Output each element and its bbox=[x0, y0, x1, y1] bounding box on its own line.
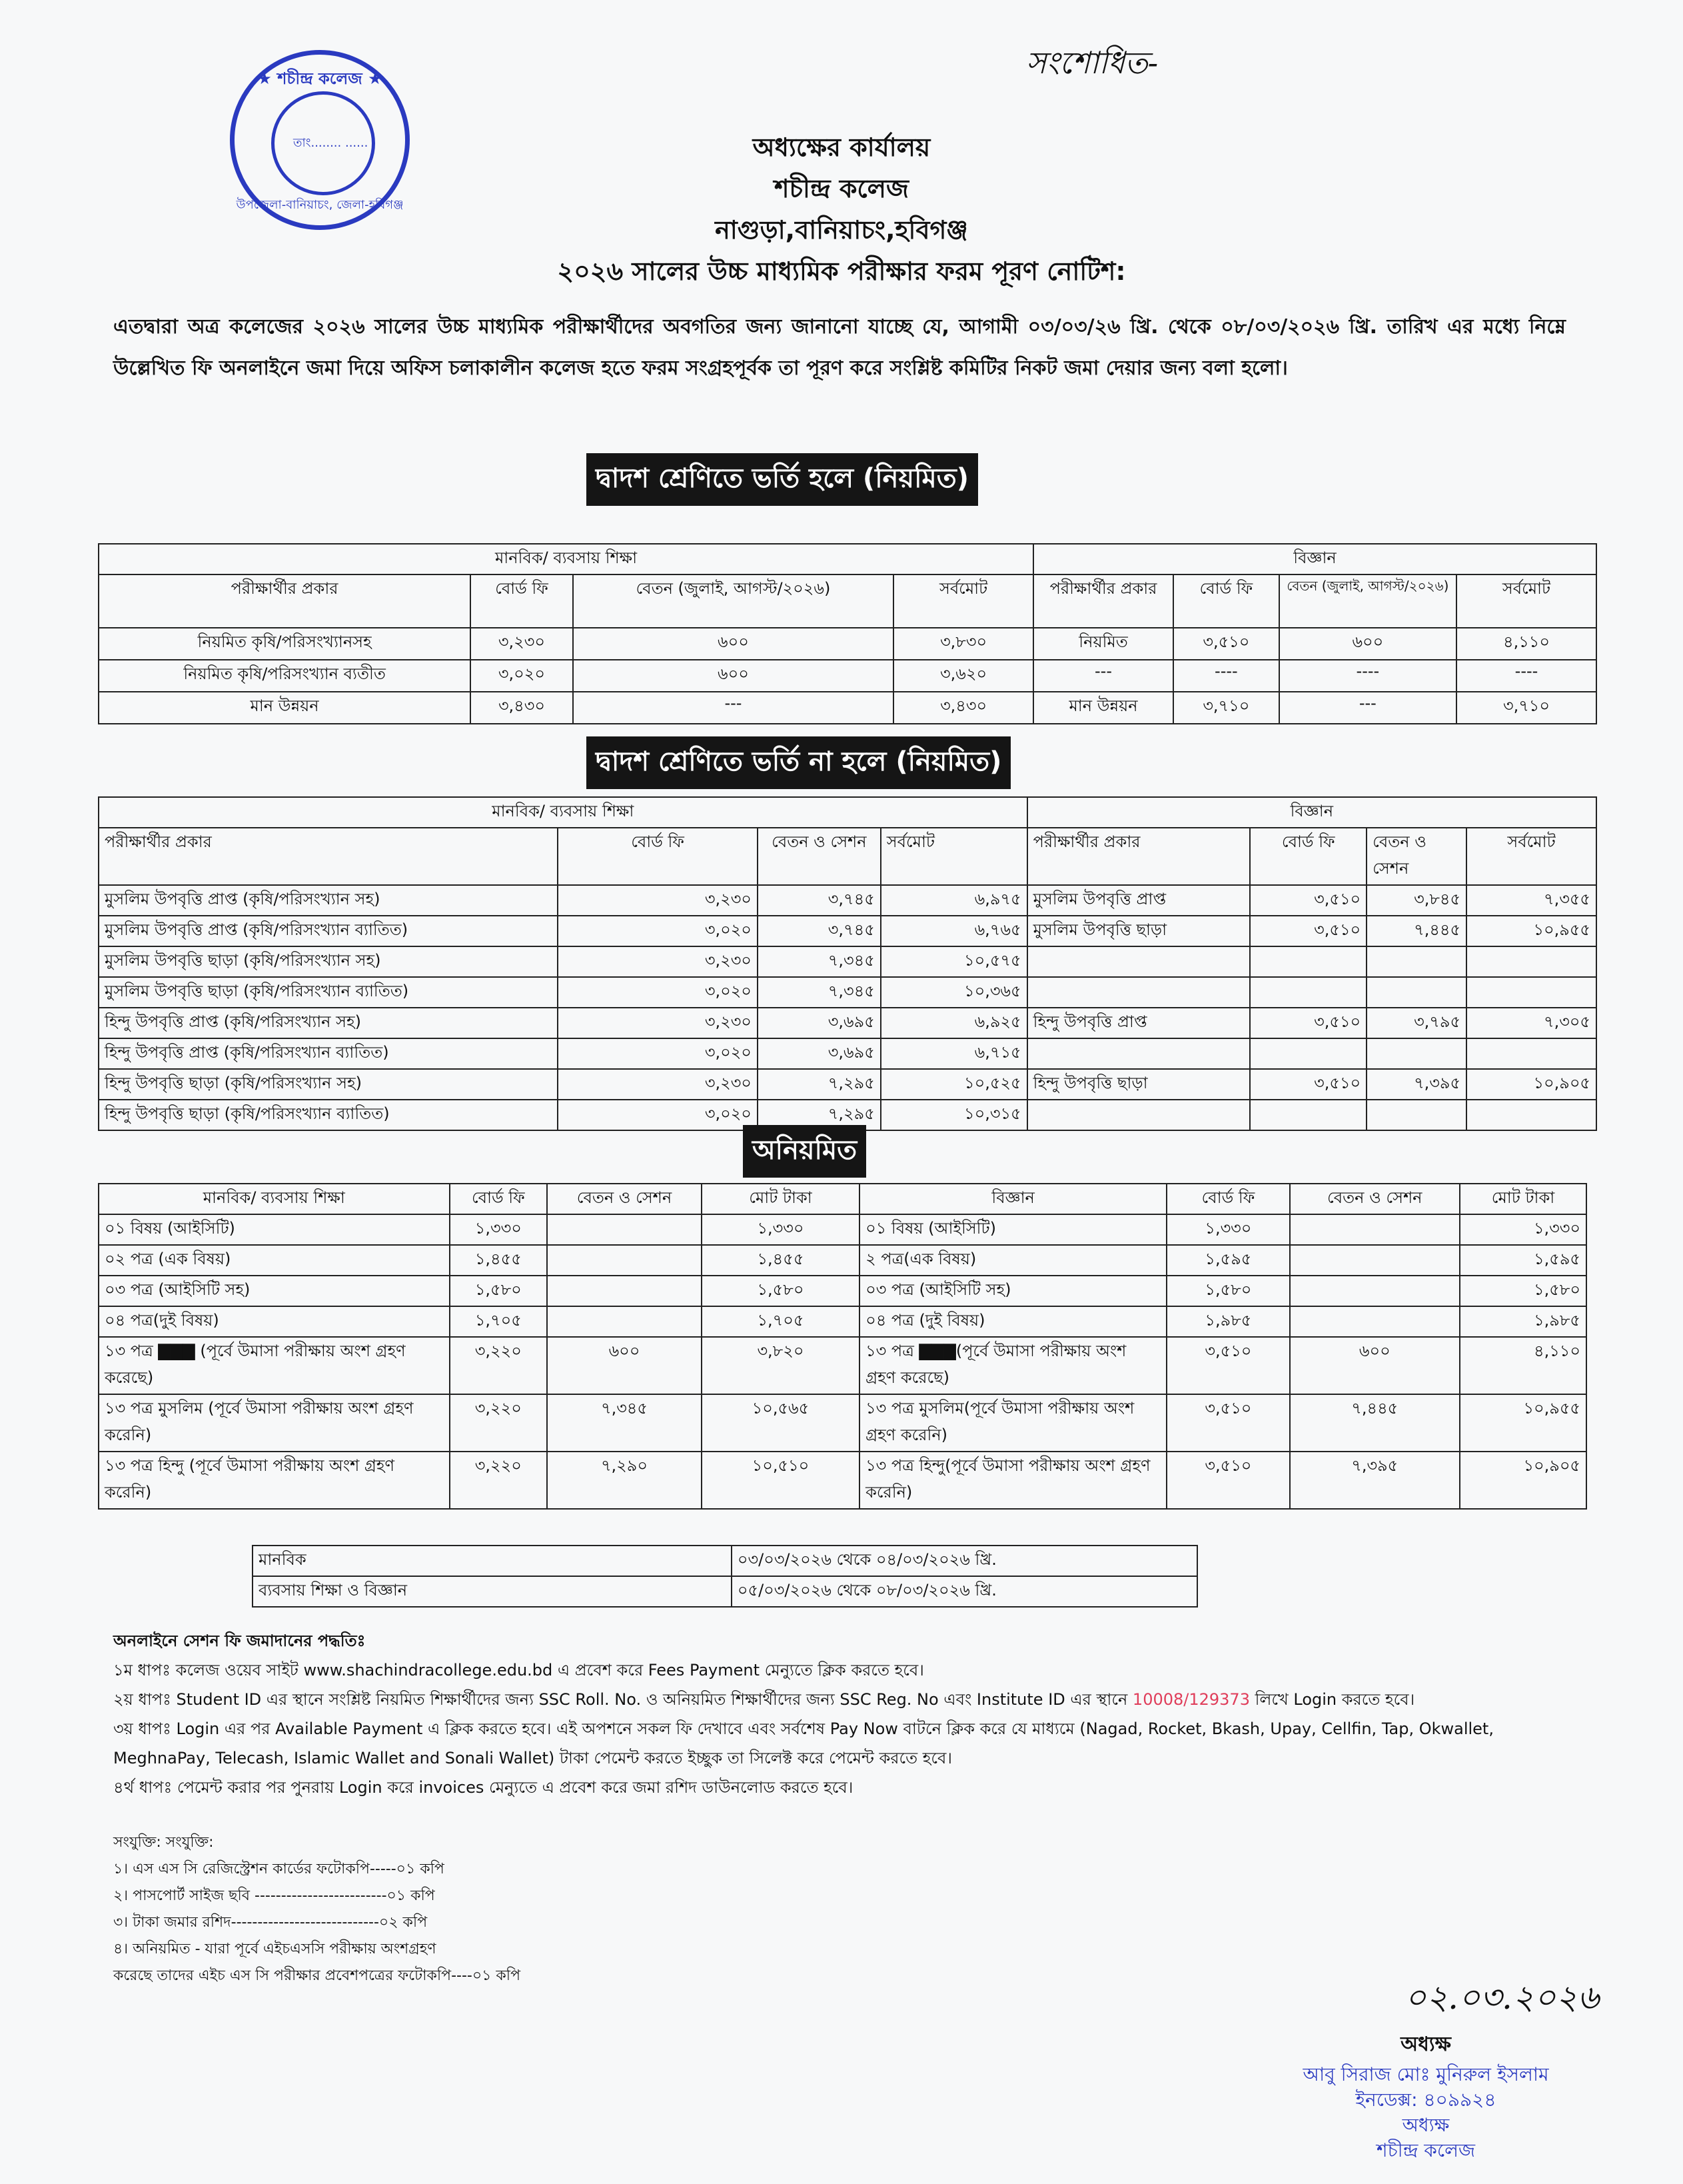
candidate-type-cell: ১৩ পত্র হিন্দু (পূর্বে উমাসা পরীক্ষায় অংশ গ্রহণ করেনি) bbox=[99, 1452, 450, 1509]
revised-handwritten-note: সংশোধিত- bbox=[1026, 45, 1159, 81]
fee-cell: ৩,৪৩০ bbox=[470, 692, 573, 724]
table-row bbox=[99, 1337, 1586, 1394]
fee-cell: ১,৪৫৫ bbox=[450, 1245, 548, 1276]
section3-title: অনিয়মিত bbox=[743, 1125, 866, 1178]
section1-title: দ্বাদশ শ্রেণিতে ভর্তি হলে (নিয়মিত) bbox=[586, 453, 978, 506]
fee-cell: ১,৯৮৫ bbox=[1167, 1306, 1289, 1337]
fee-cell: ৩,৬২০ bbox=[893, 660, 1033, 692]
fee-cell bbox=[547, 1306, 702, 1337]
fee-cell: --- bbox=[573, 692, 893, 724]
column-header: বোর্ড ফি bbox=[450, 1184, 548, 1214]
group-header-science: বিজ্ঞান bbox=[1027, 797, 1596, 828]
candidate-type-cell: মুসলিম উপবৃত্তি ছাড়া (কৃষি/পরিসংখ্যান সহ) bbox=[99, 946, 558, 977]
fee-cell bbox=[1367, 1038, 1466, 1069]
fee-cell: ৩,০২০ bbox=[558, 977, 758, 1008]
fee-cell: ৩,৬৯৫ bbox=[758, 1038, 881, 1069]
fee-cell: ৭,৩৫৫ bbox=[1466, 885, 1596, 916]
fee-cell bbox=[1466, 977, 1596, 1008]
candidate-type-cell: হিন্দু উপবৃত্তি ছাড়া (কৃষি/পরিসংখ্যান সহ) bbox=[99, 1069, 558, 1100]
table-row bbox=[99, 692, 1596, 724]
table-row bbox=[99, 1038, 1596, 1069]
fee-cell: ৭,২৯৫ bbox=[758, 1100, 881, 1130]
column-header: মানবিক/ ব্যবসায় শিক্ষা bbox=[99, 1184, 450, 1214]
fee-cell: ৭,৩৯৫ bbox=[1367, 1069, 1466, 1100]
fee-cell: ---- bbox=[1456, 660, 1596, 692]
fee-cell: ---- bbox=[1173, 660, 1279, 692]
column-header: বোর্ড ফি bbox=[558, 828, 758, 885]
stamp-ring-text: ★ শচীন্দ্র কলেজ ★ bbox=[257, 69, 382, 88]
signatory-name: আবু সিরাজ মোঃ মুনিরুল ইসলাম bbox=[1303, 2063, 1549, 2085]
step-2-tail: লিখে Login করতে হবে। bbox=[1249, 1690, 1415, 1709]
column-header: পরীক্ষার্থীর প্রকার bbox=[99, 574, 470, 628]
college-address: নাগুড়া,বানিয়াচং,হবিগঞ্জ bbox=[715, 215, 968, 245]
fee-cell: ১০,৫১০ bbox=[702, 1452, 859, 1509]
table-row bbox=[99, 1214, 1586, 1245]
steps-heading: অনলাইনে সেশন ফি জমাদানের পদ্ধতিঃ bbox=[113, 1632, 366, 1650]
schedule-row bbox=[253, 1576, 1197, 1607]
fee-cell: ১০,৯৫৫ bbox=[1466, 916, 1596, 946]
candidate-type-cell bbox=[1027, 1100, 1251, 1130]
fee-cell: ৩,০২০ bbox=[558, 1100, 758, 1130]
candidate-type-cell: ১৩ পত্র মুসলিম(পূর্বে উমাসা পরীক্ষায় অংশ গ্রহণ করেনি) bbox=[859, 1394, 1167, 1452]
candidate-type-cell: হিন্দু উপবৃত্তি প্রাপ্ত bbox=[1027, 1008, 1251, 1038]
fee-cell: ৩,২২০ bbox=[450, 1394, 548, 1452]
fee-cell: ৩,৫১০ bbox=[1167, 1394, 1289, 1452]
fee-cell bbox=[1250, 1038, 1367, 1069]
signatory-designation: অধ্যক্ষ bbox=[1402, 2114, 1450, 2136]
schedule-row bbox=[253, 1546, 1197, 1576]
table-row bbox=[99, 977, 1596, 1008]
fee-cell: ৩,২৩০ bbox=[470, 628, 573, 660]
fee-cell: ৩,৫১০ bbox=[1250, 916, 1367, 946]
fee-cell: ৬০০ bbox=[573, 628, 893, 660]
step-4: ৪র্থ ধাপঃ পেমেন্ট করার পর পুনরায় Login করে invoices মেন্যুতে এ প্রবেশ করে জমা রশিদ ডাউনলোড করতে হবে। bbox=[113, 1778, 853, 1797]
attachment-item: করেছে তাদের এইচ এস সি পরীক্ষার প্রবেশপত্রের ফটোকপি----০১ কপি bbox=[113, 1967, 521, 1984]
column-header-row bbox=[99, 574, 1596, 628]
section3-fee-table bbox=[98, 1183, 1587, 1510]
fee-cell bbox=[1290, 1245, 1460, 1276]
signatory-title: অধ্যক্ষ bbox=[1401, 2033, 1451, 2056]
column-header: বেতন ও সেশন bbox=[1290, 1184, 1460, 1214]
fee-cell: --- bbox=[1279, 692, 1456, 724]
fee-cell bbox=[1466, 1100, 1596, 1130]
notice-header bbox=[0, 127, 1683, 292]
candidate-type-cell: ০৪ পত্র(দুই বিষয়) bbox=[99, 1306, 450, 1337]
fee-cell: ৩,৫১০ bbox=[1173, 628, 1279, 660]
group-header-science: বিজ্ঞান bbox=[1033, 544, 1596, 574]
column-header: বোর্ড ফি bbox=[1173, 574, 1279, 628]
fee-cell: ৩,৪৩০ bbox=[893, 692, 1033, 724]
candidate-type-cell: নিয়মিত কৃষি/পরিসংখ্যান ব্যতীত bbox=[99, 660, 470, 692]
fee-cell: ৭,৩৪৫ bbox=[547, 1394, 702, 1452]
fee-cell: ১,৪৫৫ bbox=[702, 1245, 859, 1276]
candidate-type-cell: হিন্দু উপবৃত্তি ছাড়া (কৃষি/পরিসংখ্যান ব্যাতিত) bbox=[99, 1100, 558, 1130]
section2-fee-table bbox=[98, 796, 1597, 1131]
column-header: পরীক্ষার্থীর প্রকার bbox=[1033, 574, 1173, 628]
fee-cell: ৭,৪৪৫ bbox=[1290, 1394, 1460, 1452]
fee-cell: ৩,২৩০ bbox=[558, 1069, 758, 1100]
fee-cell: ১,৩৩০ bbox=[1460, 1214, 1586, 1245]
fee-cell: ৩,৭১০ bbox=[1173, 692, 1279, 724]
table-row bbox=[99, 916, 1596, 946]
payment-steps bbox=[113, 1626, 1579, 1802]
table-row bbox=[99, 1069, 1596, 1100]
column-header: বেতন (জুলাই, আগস্ট/২০২৬) bbox=[1279, 574, 1456, 628]
signatory-index: ইনডেক্স: ৪০৯৯২৪ bbox=[1355, 2089, 1496, 2111]
fee-cell bbox=[547, 1245, 702, 1276]
fee-cell bbox=[547, 1276, 702, 1306]
fee-cell: ৩,৮৪৫ bbox=[1367, 885, 1466, 916]
candidate-type-cell: ২ পত্র(এক বিষয়) bbox=[859, 1245, 1167, 1276]
fee-cell: ৩,২২০ bbox=[450, 1452, 548, 1509]
step-2-text: ২য় ধাপঃ Student ID এর স্থানে সংশ্লিষ্ট নিয়মিত শিক্ষার্থীদের জন্য SSC Roll. No. ও অনিয়মিত শিক্ষার্থীদের জন্য SSC Reg. No এবং Institute ID এর স্থানে bbox=[113, 1690, 1133, 1709]
fee-cell: ৩,৫১০ bbox=[1167, 1452, 1289, 1509]
schedule-group: মানবিক bbox=[253, 1546, 732, 1576]
section2-title: দ্বাদশ শ্রেণিতে ভর্তি না হলে (নিয়মিত) bbox=[586, 736, 1011, 789]
attachment-item: ৩। টাকা জমার রশিদ----------------------------০২ কপি bbox=[113, 1914, 428, 1931]
fee-cell: ৩,৫১০ bbox=[1250, 1069, 1367, 1100]
schedule-dates: ০৩/০৩/২০২৬ থেকে ০৪/০৩/২০২৬ খ্রি. bbox=[732, 1546, 1197, 1576]
fee-cell: ৪,১১০ bbox=[1460, 1337, 1586, 1394]
fee-cell: ৩,২৩০ bbox=[558, 1008, 758, 1038]
fee-cell: ১০,৫৭৫ bbox=[881, 946, 1027, 977]
column-header: বেতন ও সেশন bbox=[547, 1184, 702, 1214]
candidate-type-cell: ১৩ পত্র হিন্দু(পূর্বে উমাসা পরীক্ষায় অংশ গ্রহণ করেনি) bbox=[859, 1452, 1167, 1509]
fee-cell: ১,৫৮০ bbox=[1460, 1276, 1586, 1306]
candidate-type-cell: নিয়মিত bbox=[1033, 628, 1173, 660]
group-header-arts-commerce: মানবিক/ ব্যবসায় শিক্ষা bbox=[99, 544, 1033, 574]
attachment-item: ১। এস এস সি রেজিস্ট্রেশন কার্ডের ফটোকপি-----০১ কপি bbox=[113, 1861, 444, 1877]
fee-cell: ১,৫৮০ bbox=[702, 1276, 859, 1306]
fee-cell bbox=[1466, 1038, 1596, 1069]
attachments-list bbox=[113, 1829, 713, 1989]
candidate-type-cell: ০১ বিষয় (আইসিটি) bbox=[99, 1214, 450, 1245]
fee-cell bbox=[1250, 977, 1367, 1008]
candidate-type-cell: হিন্দু উপবৃত্তি ছাড়া bbox=[1027, 1069, 1251, 1100]
fee-cell bbox=[547, 1214, 702, 1245]
candidate-type-cell: মুসলিম উপবৃত্তি প্রাপ্ত bbox=[1027, 885, 1251, 916]
table-row bbox=[99, 1276, 1586, 1306]
fee-cell: ১,৭০৫ bbox=[702, 1306, 859, 1337]
fee-cell: ৬,৭৬৫ bbox=[881, 916, 1027, 946]
fee-cell: ১,৩৩০ bbox=[450, 1214, 548, 1245]
fee-cell: ৬,৯৭৫ bbox=[881, 885, 1027, 916]
candidate-type-cell: ১৩ পত্র মুসলিম (পূর্বে উমাসা পরীক্ষায় অংশ গ্রহণ করেনি) bbox=[99, 1394, 450, 1452]
handwritten-signature-date: ০২.০৩.২০২৬ bbox=[1404, 1978, 1599, 2017]
stamp-bottom-text: উপজেলা-বানিয়াচং, জেলা-হবিগঞ্জ bbox=[236, 198, 404, 212]
fee-cell: ৩,৬৯৫ bbox=[758, 1008, 881, 1038]
fee-cell: ৬,৯২৫ bbox=[881, 1008, 1027, 1038]
candidate-type-cell bbox=[1027, 1038, 1251, 1069]
fee-cell: ৩,০২০ bbox=[470, 660, 573, 692]
schedule-table bbox=[252, 1545, 1198, 1608]
column-header: বিজ্ঞান bbox=[859, 1184, 1167, 1214]
table-row bbox=[99, 1394, 1586, 1452]
fee-cell bbox=[1290, 1276, 1460, 1306]
stamp-date-label: তাং........ ...... bbox=[293, 136, 368, 150]
column-header: মোট টাকা bbox=[1460, 1184, 1586, 1214]
fee-cell: ১০,৩১৫ bbox=[881, 1100, 1027, 1130]
fee-cell: ৬০০ bbox=[1279, 628, 1456, 660]
fee-cell: ৬০০ bbox=[573, 660, 893, 692]
column-header: সর্বমোট bbox=[893, 574, 1033, 628]
table-row bbox=[99, 885, 1596, 916]
schedule-group: ব্যবসায় শিক্ষা ও বিজ্ঞান bbox=[253, 1576, 732, 1607]
fee-cell: ১০,৯০৫ bbox=[1466, 1069, 1596, 1100]
section1-fee-table bbox=[98, 543, 1597, 724]
fee-cell: ৩,৫১০ bbox=[1167, 1337, 1289, 1394]
fee-cell: ৩,৫১০ bbox=[1250, 885, 1367, 916]
column-header: বোর্ড ফি bbox=[470, 574, 573, 628]
candidate-type-cell: নিয়মিত কৃষি/পরিসংখ্যানসহ bbox=[99, 628, 470, 660]
candidate-type-cell: মান উন্নয়ন bbox=[1033, 692, 1173, 724]
column-header: বেতন ও সেশন bbox=[1367, 828, 1466, 885]
step-1: ১ম ধাপঃ কলেজ ওয়েব সাইট www.shachindracollege.edu.bd এ প্রবেশ করে Fees Payment মেন্যুতে ক্লিক করতে হবে। bbox=[113, 1661, 924, 1679]
column-header: বেতন (জুলাই, আগস্ট/২০২৬) bbox=[573, 574, 893, 628]
fee-cell: ৩,৮২০ bbox=[702, 1337, 859, 1394]
fee-cell bbox=[1367, 946, 1466, 977]
attachments-heading: সংযুক্তি: সংযুক্তি: bbox=[113, 1834, 214, 1851]
table-row bbox=[99, 660, 1596, 692]
column-header: বোর্ড ফি bbox=[1250, 828, 1367, 885]
college-name: শচীন্দ্র কলেজ bbox=[774, 174, 909, 203]
fee-cell: ১,৫৯৫ bbox=[1167, 1245, 1289, 1276]
column-header: সর্বমোট bbox=[881, 828, 1027, 885]
candidate-type-cell: --- bbox=[1033, 660, 1173, 692]
column-header: পরীক্ষার্থীর প্রকার bbox=[1027, 828, 1251, 885]
fee-cell: ৩,৭৪৫ bbox=[758, 916, 881, 946]
fee-cell bbox=[1367, 1100, 1466, 1130]
table-row bbox=[99, 1452, 1586, 1509]
fee-cell: ১০,৫২৫ bbox=[881, 1069, 1027, 1100]
fee-cell: ৭,২৯০ bbox=[547, 1452, 702, 1509]
office-title: অধ্যক্ষের কার্যালয় bbox=[752, 133, 931, 162]
fee-cell: ৩,২৩০ bbox=[558, 885, 758, 916]
fee-cell: ১,৫৯৫ bbox=[1460, 1245, 1586, 1276]
table-row bbox=[99, 628, 1596, 660]
column-header: সর্বমোট bbox=[1466, 828, 1596, 885]
column-header: সর্বমোট bbox=[1456, 574, 1596, 628]
candidate-type-cell: ১৩ পত্র ▇▇▇ (পূর্বে উমাসা পরীক্ষায় অংশ গ্রহণ করেছে) bbox=[99, 1337, 450, 1394]
fee-cell bbox=[1290, 1214, 1460, 1245]
fee-cell: ৭,৩৪৫ bbox=[758, 977, 881, 1008]
schedule-dates: ০৫/০৩/২০২৬ থেকে ০৮/০৩/২০২৬ খ্রি. bbox=[732, 1576, 1197, 1607]
step-2 bbox=[113, 1685, 1579, 1714]
group-header-arts-commerce: মানবিক/ ব্যবসায় শিক্ষা bbox=[99, 797, 1027, 828]
fee-cell bbox=[1250, 946, 1367, 977]
fee-cell: ৩,০২০ bbox=[558, 1038, 758, 1069]
fee-cell: ১,৩৩০ bbox=[1167, 1214, 1289, 1245]
candidate-type-cell: মুসলিম উপবৃত্তি ছাড়া (কৃষি/পরিসংখ্যান ব্যাতিত) bbox=[99, 977, 558, 1008]
step-3: ৩য় ধাপঃ Login এর পর Available Payment এ ক্লিক করতে হবে। এই অপশনে সকল ফি দেখাবে এবং সর্বশেষ Pay Now বাটনে ক্লিক করে যে মাধ্যমে (Nagad, Rocket, Bkash, Upay, Cellfin, Tap, Okwallet, MeghnaPay, Telecash, Islamic Wallet and Sonali Wallet) টাকা পেমেন্ট করতে ইচ্ছুক তা সিলেক্ট করে পেমেন্ট করতে হবে। bbox=[113, 1719, 1494, 1767]
fee-cell: ৭,৩৯৫ bbox=[1290, 1452, 1460, 1509]
fee-cell: ---- bbox=[1279, 660, 1456, 692]
candidate-type-cell: হিন্দু উপবৃত্তি প্রাপ্ত (কৃষি/পরিসংখ্যান ব্যাতিত) bbox=[99, 1038, 558, 1069]
candidate-type-cell: মান উন্নয়ন bbox=[99, 692, 470, 724]
fee-cell: ১০,৫৬৫ bbox=[702, 1394, 859, 1452]
candidate-type-cell: ১৩ পত্র ▇▇▇(পূর্বে উমাসা পরীক্ষায় অংশ গ্রহণ করেছে) bbox=[859, 1337, 1167, 1394]
intro-paragraph: এতদ্বারা অত্র কলেজের ২০২৬ সালের উচ্চ মাধ্যমিক পরীক্ষার্থীদের অবগতির জন্য জানানো যাচ্ছে যে, আগামী ০৩/০৩/২৬ খ্রি. থেকে ০৮/০৩/২০২৬ খ্রি. তারিখ এর মধ্যে নিম্নে উল্লেখিত ফি অনলাইনে জমা দিয়ে অফিস চলাকালীন কলেজ হতে ফরম সংগ্রহপূর্বক তা পূরণ করে সংশ্লিষ্ট কমিটির নিকট জমা দেয়ার জন্য বলা হলো। bbox=[113, 315, 1566, 380]
table-row bbox=[99, 946, 1596, 977]
fee-cell: ৬০০ bbox=[1290, 1337, 1460, 1394]
table-row bbox=[99, 1245, 1586, 1276]
column-header: মোট টাকা bbox=[702, 1184, 859, 1214]
notice-title: ২০২৬ সালের উচ্চ মাধ্যমিক পরীক্ষার ফরম পূরণ নোটিশ: bbox=[557, 257, 1126, 286]
column-header: বোর্ড ফি bbox=[1167, 1184, 1289, 1214]
candidate-type-cell: মুসলিম উপবৃত্তি ছাড়া bbox=[1027, 916, 1251, 946]
fee-cell: ৭,৪৪৫ bbox=[1367, 916, 1466, 946]
signature-block bbox=[1253, 1973, 1599, 2163]
fee-cell bbox=[1466, 946, 1596, 977]
attachment-item: ৪। অনিয়মিত - যারা পূর্বে এইচএসসি পরীক্ষায় অংশগ্রহণ bbox=[113, 1941, 436, 1957]
fee-cell: ১,৩৩০ bbox=[702, 1214, 859, 1245]
candidate-type-cell bbox=[1027, 946, 1251, 977]
candidate-type-cell: মুসলিম উপবৃত্তি প্রাপ্ত (কৃষি/পরিসংখ্যান সহ) bbox=[99, 885, 558, 916]
fee-cell: ৩,০২০ bbox=[558, 916, 758, 946]
candidate-type-cell: ০৩ পত্র (আইসিটি সহ) bbox=[859, 1276, 1167, 1306]
fee-cell: ৩,৭১০ bbox=[1456, 692, 1596, 724]
fee-cell: ৩,৫১০ bbox=[1250, 1008, 1367, 1038]
candidate-type-cell: মুসলিম উপবৃত্তি প্রাপ্ত (কৃষি/পরিসংখ্যান ব্যাতিত) bbox=[99, 916, 558, 946]
table-row bbox=[99, 1306, 1586, 1337]
candidate-type-cell: ০৪ পত্র (দুই বিষয়) bbox=[859, 1306, 1167, 1337]
fee-cell bbox=[1367, 977, 1466, 1008]
institute-id: 10008/129373 bbox=[1132, 1690, 1250, 1709]
fee-cell: ১০,৩৬৫ bbox=[881, 977, 1027, 1008]
column-header: বেতন ও সেশন bbox=[758, 828, 881, 885]
fee-cell: ১,৭০৫ bbox=[450, 1306, 548, 1337]
fee-cell: ১০,৯০৫ bbox=[1460, 1452, 1586, 1509]
candidate-type-cell: হিন্দু উপবৃত্তি প্রাপ্ত (কৃষি/পরিসংখ্যান সহ) bbox=[99, 1008, 558, 1038]
fee-cell: ৩,২৩০ bbox=[558, 946, 758, 977]
fee-cell: ৬,৭১৫ bbox=[881, 1038, 1027, 1069]
candidate-type-cell bbox=[1027, 977, 1251, 1008]
fee-cell: ৭,২৯৫ bbox=[758, 1069, 881, 1100]
candidate-type-cell: ০২ পত্র (এক বিষয়) bbox=[99, 1245, 450, 1276]
attachment-item: ২। পাসপোর্ট সাইজ ছবি -------------------------০১ কপি bbox=[113, 1887, 435, 1904]
fee-cell: ১,৫৮০ bbox=[1167, 1276, 1289, 1306]
candidate-type-cell: ০৩ পত্র (আইসিটি সহ) bbox=[99, 1276, 450, 1306]
fee-cell bbox=[1250, 1100, 1367, 1130]
fee-cell: ৩,২২০ bbox=[450, 1337, 548, 1394]
fee-cell bbox=[1290, 1306, 1460, 1337]
column-header: পরীক্ষার্থীর প্রকার bbox=[99, 828, 558, 885]
signatory-college: শচীন্দ্র কলেজ bbox=[1377, 2139, 1475, 2161]
fee-cell: ৭,৩৪৫ bbox=[758, 946, 881, 977]
fee-cell: ১০,৯৫৫ bbox=[1460, 1394, 1586, 1452]
fee-cell: ৭,৩০৫ bbox=[1466, 1008, 1596, 1038]
fee-cell: ৬০০ bbox=[547, 1337, 702, 1394]
fee-cell: ১,৫৮০ bbox=[450, 1276, 548, 1306]
fee-cell: ৩,৭৯৫ bbox=[1367, 1008, 1466, 1038]
fee-cell: ৪,১১০ bbox=[1456, 628, 1596, 660]
fee-cell: ৩,৮৩০ bbox=[893, 628, 1033, 660]
candidate-type-cell: ০১ বিষয় (আইসিটি) bbox=[859, 1214, 1167, 1245]
table-row bbox=[99, 1008, 1596, 1038]
fee-cell: ১,৯৮৫ bbox=[1460, 1306, 1586, 1337]
fee-cell: ৩,৭৪৫ bbox=[758, 885, 881, 916]
